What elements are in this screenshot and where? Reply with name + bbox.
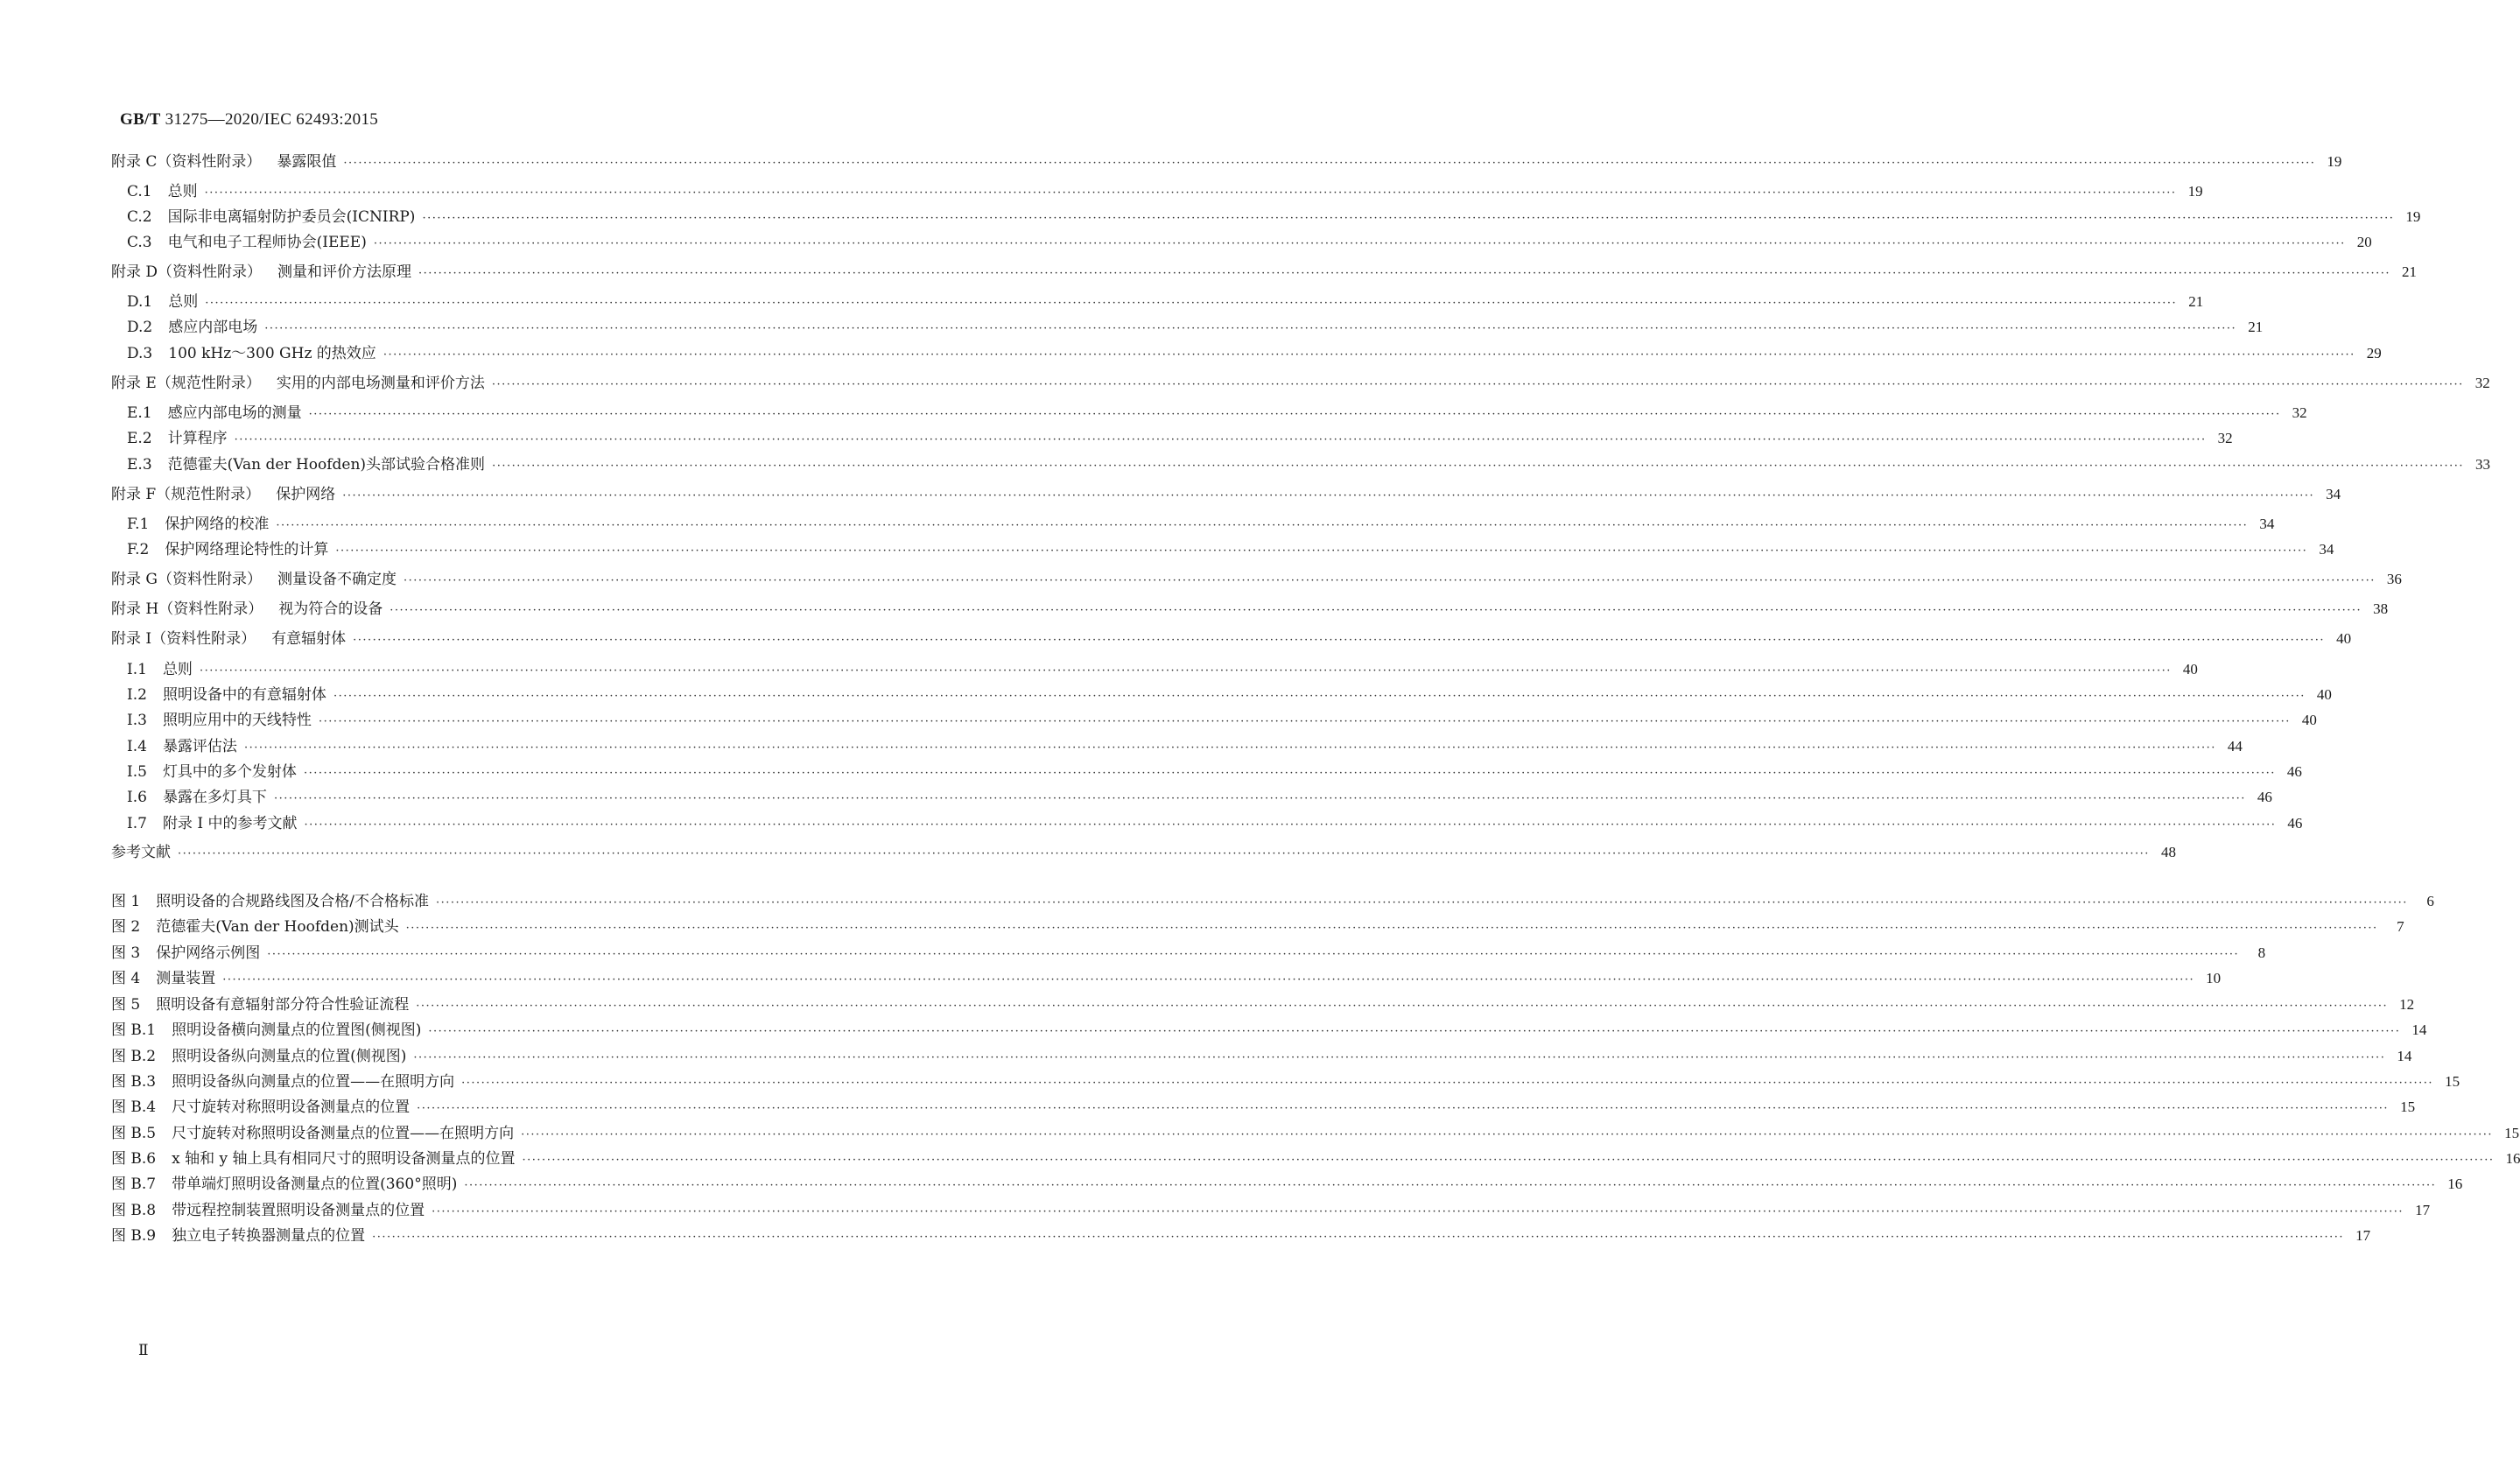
dot-leader: ················································································································································································································································································································································································································ xyxy=(435,896,2408,909)
entry-page-number: 32 xyxy=(2474,375,2490,391)
entry-label: 附录 H（资料性附录） xyxy=(111,600,263,618)
toc-entry[interactable] xyxy=(127,811,2303,832)
figure-entry[interactable] xyxy=(111,1094,2416,1116)
entry-page-number: 40 xyxy=(2316,686,2332,703)
entry-title: 暴露限值 xyxy=(277,153,337,171)
entry-page-number: 36 xyxy=(2386,571,2402,587)
entry-page-number: 15 xyxy=(2504,1125,2520,1141)
dot-leader: ················································································································································································································································································································································································································ xyxy=(273,792,2246,805)
toc-entry[interactable] xyxy=(127,204,2421,226)
dot-leader: ················································································································································································································································································································································································································ xyxy=(428,1025,2401,1038)
entry-label: E.1 xyxy=(127,404,152,422)
entry-title: 保护网络的校准 xyxy=(165,516,270,533)
entry-label: 附录 C（资料性附录） xyxy=(111,153,262,171)
entry-title: 测量设备不确定度 xyxy=(277,571,397,588)
entry-title: 视为符合的设备 xyxy=(278,600,383,618)
entry-title: 计算程序 xyxy=(167,430,228,447)
entry-label: C.2 xyxy=(127,208,152,226)
dot-leader: ················································································································································································································································································································································································································ xyxy=(390,604,2362,617)
entry-label: F.1 xyxy=(127,516,150,533)
toc-entry[interactable] xyxy=(127,229,2372,251)
dot-leader: ················································································································································································································································································································································································································ xyxy=(403,574,2376,587)
dot-leader: ················································································································································································································································································································································································································ xyxy=(333,690,2306,703)
dot-leader: ················································································································································································································································································································································································································ xyxy=(264,322,2237,335)
entry-label: E.2 xyxy=(127,430,152,447)
entry-label: 图 B.7 xyxy=(111,1176,157,1193)
entry-title: 测量装置 xyxy=(156,970,216,987)
entry-page-number: 34 xyxy=(2319,541,2334,558)
figure-entry[interactable] xyxy=(111,992,2415,1014)
entry-label: 图 B.6 xyxy=(111,1150,157,1168)
dot-leader: ················································································································································································································································································································································································································ xyxy=(372,1231,2345,1244)
dot-leader: ················································································································································································································································································································································································································ xyxy=(405,922,2378,935)
entry-page-number: 40 xyxy=(2182,661,2198,677)
entry-title: 有意辐射体 xyxy=(271,630,347,648)
figure-entry[interactable] xyxy=(111,914,2404,936)
dot-leader: ················································································································································································································································································································································································································ xyxy=(308,408,2281,421)
entry-label: I.7 xyxy=(127,815,147,832)
entry-title: 照明设备纵向测量点的位置——在照明方向 xyxy=(172,1073,455,1091)
entry-label: I.6 xyxy=(127,789,147,806)
dot-leader: ················································································································································································································································································································································································································ xyxy=(492,460,2464,473)
toc-entry[interactable] xyxy=(111,626,2352,648)
dot-leader: ················································································································································································································································································································································································································ xyxy=(373,237,2346,250)
entry-page-number: 32 xyxy=(2217,430,2233,446)
entry-page-number: 34 xyxy=(2259,516,2275,532)
entry-title: 灯具中的多个发射体 xyxy=(162,763,297,781)
dot-leader: ················································································································································································································································································································································································································ xyxy=(335,544,2308,558)
dot-leader: ················································································································································································································································································································································································································ xyxy=(267,948,2240,961)
entry-label: D.3 xyxy=(127,345,153,362)
toc-entry[interactable] xyxy=(111,481,2341,503)
figure-entry[interactable] xyxy=(111,965,2222,987)
entry-title: 总则 xyxy=(167,183,198,200)
entry-label: I.1 xyxy=(127,661,147,678)
entry-label: 图 B.5 xyxy=(111,1125,157,1142)
entry-page-number: 32 xyxy=(2292,404,2307,421)
entry-title: 暴露在多灯具下 xyxy=(162,789,267,806)
entry-label: I.3 xyxy=(127,712,147,729)
figure-entry[interactable] xyxy=(111,1017,2427,1039)
entry-title: 国际非电离辐射防护委员会(ICNIRP) xyxy=(167,208,416,226)
dot-leader: ················································································································································································································································································································································································································ xyxy=(178,847,2150,860)
toc-entry[interactable] xyxy=(127,340,2382,362)
dot-leader: ················································································································································································································································································································································································································ xyxy=(342,489,2315,502)
entry-page-number: 44 xyxy=(2227,738,2243,755)
entry-label: 图 1 xyxy=(111,893,141,910)
page-number: Ⅱ xyxy=(138,1342,149,1358)
toc-entry[interactable] xyxy=(127,656,2198,678)
entry-title: 照明设备的合规路线图及合格/不合格标准 xyxy=(156,893,429,910)
entry-title: 照明设备纵向测量点的位置(侧视图) xyxy=(172,1048,407,1065)
entry-page-number: 21 xyxy=(2188,293,2204,310)
entry-label: I.5 xyxy=(127,763,147,781)
dot-leader: ················································································································································································································································································································································································································ xyxy=(204,186,2177,200)
toc-entry[interactable] xyxy=(127,179,2203,200)
entry-page-number: 46 xyxy=(2287,815,2303,832)
entry-label: I.2 xyxy=(127,686,147,704)
entry-label: F.2 xyxy=(127,541,150,558)
entry-title: 尺寸旋转对称照明设备测量点的位置——在照明方向 xyxy=(172,1125,515,1142)
figure-entry[interactable] xyxy=(111,1223,2371,1245)
entry-title: 照明设备有意辐射部分符合性验证流程 xyxy=(156,996,410,1014)
toc-entry[interactable] xyxy=(111,566,2402,588)
dot-leader: ················································································································································································································································································································································································································ xyxy=(491,378,2464,391)
entry-page-number: 17 xyxy=(2415,1202,2431,1218)
dot-leader: ················································································································································································································································································································································································································ xyxy=(318,715,2291,728)
dot-leader: ················································································································································································································································································································································································································ xyxy=(461,1077,2434,1090)
standard-code: GB/T xyxy=(120,110,161,129)
dot-leader: ················································································································································································································································································································································································································ xyxy=(343,157,2316,170)
dot-leader: ················································································································································································································································································································································································································ xyxy=(199,664,2172,677)
entry-page-number: 19 xyxy=(2327,153,2342,170)
dot-leader: ················································································································································································································································································································································································································ xyxy=(222,973,2195,986)
entry-page-number: 48 xyxy=(2160,844,2176,860)
toc-entry[interactable] xyxy=(127,452,2490,474)
entry-title: 保护网络理论特性的计算 xyxy=(165,541,329,558)
entry-page-number: 40 xyxy=(2336,630,2352,647)
entry-page-number: 20 xyxy=(2356,234,2372,250)
entry-title: 范德霍夫(Van der Hoofden)头部试验合格准则 xyxy=(167,456,486,474)
figure-entry[interactable] xyxy=(111,1043,2412,1065)
dot-leader: ················································································································································································································································································································································································································ xyxy=(417,1102,2390,1115)
entry-label: C.3 xyxy=(127,234,152,251)
entry-label: 图 4 xyxy=(111,970,141,987)
toc-entry[interactable] xyxy=(111,370,2490,392)
entry-title: 暴露评估法 xyxy=(162,738,237,755)
entry-title: 100 kHz～300 GHz 的热效应 xyxy=(168,345,376,362)
entry-page-number: 15 xyxy=(2445,1073,2460,1090)
toc-entry[interactable] xyxy=(127,511,2275,533)
entry-label: 附录 E（规范性附录） xyxy=(111,375,261,392)
entry-label: 图 B.9 xyxy=(111,1227,157,1245)
toc-entry[interactable] xyxy=(127,733,2243,755)
entry-page-number: 6 xyxy=(2426,893,2434,909)
entry-title: 照明应用中的天线特性 xyxy=(162,712,312,729)
entry-title: 带单端灯照明设备测量点的位置(360°照明) xyxy=(172,1176,458,1193)
dot-leader: ················································································································································································································································································································································································································ xyxy=(205,297,2178,310)
entry-title: 保护网络示例图 xyxy=(156,944,261,962)
entry-page-number: 16 xyxy=(2447,1176,2463,1192)
standard-number: 31275—2020/IEC 62493:2015 xyxy=(160,110,379,129)
dot-leader: ················································································································································································································································································································································································································ xyxy=(353,634,2326,647)
figure-entry[interactable] xyxy=(111,888,2434,910)
toc-entry[interactable] xyxy=(127,314,2264,336)
dot-leader: ················································································································································································································································································································································································································ xyxy=(383,348,2355,361)
entry-label: 图 2 xyxy=(111,918,141,936)
figure-entry[interactable] xyxy=(111,940,2266,962)
toc-entry[interactable] xyxy=(127,682,2332,704)
entry-page-number: 19 xyxy=(2405,208,2421,225)
dot-leader: ················································································································································································································································································································································································································ xyxy=(432,1205,2404,1218)
toc-entry[interactable] xyxy=(127,537,2334,558)
entry-label: 图 B.1 xyxy=(111,1021,157,1039)
dot-leader: ················································································································································································································································································································································································································ xyxy=(464,1179,2437,1192)
dot-leader: ················································································································································································································································································································································································································ xyxy=(303,767,2276,780)
entry-title: 保护网络 xyxy=(276,486,336,503)
toc-entry[interactable] xyxy=(111,259,2417,281)
figure-entry[interactable] xyxy=(111,1146,2520,1168)
entry-page-number: 46 xyxy=(2286,763,2302,780)
entry-page-number: 14 xyxy=(2411,1021,2427,1038)
entry-page-number: 10 xyxy=(2206,970,2222,986)
entry-label: D.1 xyxy=(127,293,153,311)
entry-label: 附录 D（资料性附录） xyxy=(111,263,263,281)
dot-leader: ················································································································································································································································································································································································································ xyxy=(416,1000,2389,1013)
entry-label: 参考文献 xyxy=(111,844,171,861)
entry-title: 测量和评价方法原理 xyxy=(277,263,412,281)
entry-label: 图 B.8 xyxy=(111,1202,157,1219)
document-header xyxy=(120,110,378,130)
entry-label: E.3 xyxy=(127,456,152,474)
entry-page-number: 14 xyxy=(2397,1048,2412,1064)
entry-page-number: 46 xyxy=(2257,789,2272,805)
figure-entry[interactable] xyxy=(111,1197,2431,1219)
figure-entry[interactable] xyxy=(111,1171,2463,1193)
entry-page-number: 7 xyxy=(2397,918,2404,935)
entry-title: 总则 xyxy=(162,661,193,678)
dot-leader: ················································································································································································································································································································································································································ xyxy=(413,1051,2386,1064)
entry-page-number: 15 xyxy=(2400,1098,2416,1115)
dot-leader: ················································································································································································································································································································································································································ xyxy=(522,1154,2495,1167)
entry-label: 附录 F（规范性附录） xyxy=(111,486,261,503)
entry-page-number: 8 xyxy=(2257,944,2266,961)
entry-page-number: 12 xyxy=(2399,996,2415,1013)
entry-title: 独立电子转换器测量点的位置 xyxy=(172,1227,366,1245)
entry-label: 图 B.2 xyxy=(111,1048,157,1065)
dot-leader: ················································································································································································································································································································································································································ xyxy=(304,818,2277,832)
toc-entry[interactable] xyxy=(111,149,2342,171)
entry-label: C.1 xyxy=(127,183,152,200)
entry-page-number: 40 xyxy=(2301,712,2317,728)
entry-label: 图 5 xyxy=(111,996,141,1014)
entry-title: 电气和电子工程师协会(IEEE) xyxy=(167,234,367,251)
entry-title: 感应内部电场的测量 xyxy=(167,404,302,422)
toc-entry[interactable] xyxy=(111,839,2176,861)
dot-leader: ················································································································································································································································································································································································································ xyxy=(521,1128,2494,1141)
entry-page-number: 34 xyxy=(2326,486,2341,502)
toc-entry[interactable] xyxy=(127,289,2204,311)
entry-label: 图 B.4 xyxy=(111,1098,157,1116)
entry-label: 图 3 xyxy=(111,944,141,962)
dot-leader: ················································································································································································································································································································································································································ xyxy=(243,741,2216,755)
toc-entry[interactable] xyxy=(127,400,2307,422)
dot-leader: ················································································································································································································································································································································································································ xyxy=(422,212,2395,225)
entry-title: 感应内部电场 xyxy=(168,319,258,336)
entry-title: 实用的内部电场测量和评价方法 xyxy=(276,375,485,392)
toc-entry[interactable] xyxy=(111,596,2389,618)
figure-entry[interactable] xyxy=(111,1069,2460,1091)
toc-entry[interactable] xyxy=(127,759,2302,781)
figure-entry[interactable] xyxy=(111,1120,2520,1142)
entry-title: 尺寸旋转对称照明设备测量点的位置 xyxy=(172,1098,411,1116)
entry-page-number: 21 xyxy=(2248,319,2264,335)
entry-title: x 轴和 y 轴上具有相同尺寸的照明设备测量点的位置 xyxy=(172,1150,516,1168)
entry-title: 总则 xyxy=(168,293,199,311)
dot-leader: ················································································································································································································································································································································································································ xyxy=(276,519,2249,532)
entry-page-number: 19 xyxy=(2187,183,2203,200)
entry-title: 照明设备中的有意辐射体 xyxy=(162,686,326,704)
entry-title: 附录 I 中的参考文献 xyxy=(162,815,298,832)
entry-title: 照明设备横向测量点的位置图(侧视图) xyxy=(172,1021,422,1039)
entry-label: 图 B.3 xyxy=(111,1073,157,1091)
entry-label: 附录 I（资料性附录） xyxy=(111,630,256,648)
entry-label: I.4 xyxy=(127,738,147,755)
entry-page-number: 21 xyxy=(2401,263,2417,280)
entry-page-number: 38 xyxy=(2373,600,2389,617)
entry-page-number: 33 xyxy=(2475,456,2490,473)
entry-title: 范德霍夫(Van der Hoofden)测试头 xyxy=(156,918,399,936)
toc-entry[interactable] xyxy=(127,784,2272,806)
toc-entry[interactable] xyxy=(127,707,2317,729)
entry-page-number: 17 xyxy=(2355,1227,2371,1244)
dot-leader: ················································································································································································································································································································································································································ xyxy=(234,433,2207,446)
entry-label: 附录 G（资料性附录） xyxy=(111,571,262,588)
entry-page-number: 29 xyxy=(2366,345,2382,361)
entry-page-number: 16 xyxy=(2505,1150,2520,1167)
entry-label: D.2 xyxy=(127,319,153,336)
dot-leader: ················································································································································································································································································································································································································ xyxy=(418,267,2390,280)
toc-entry[interactable] xyxy=(127,425,2233,447)
entry-title: 带远程控制装置照明设备测量点的位置 xyxy=(172,1202,425,1219)
